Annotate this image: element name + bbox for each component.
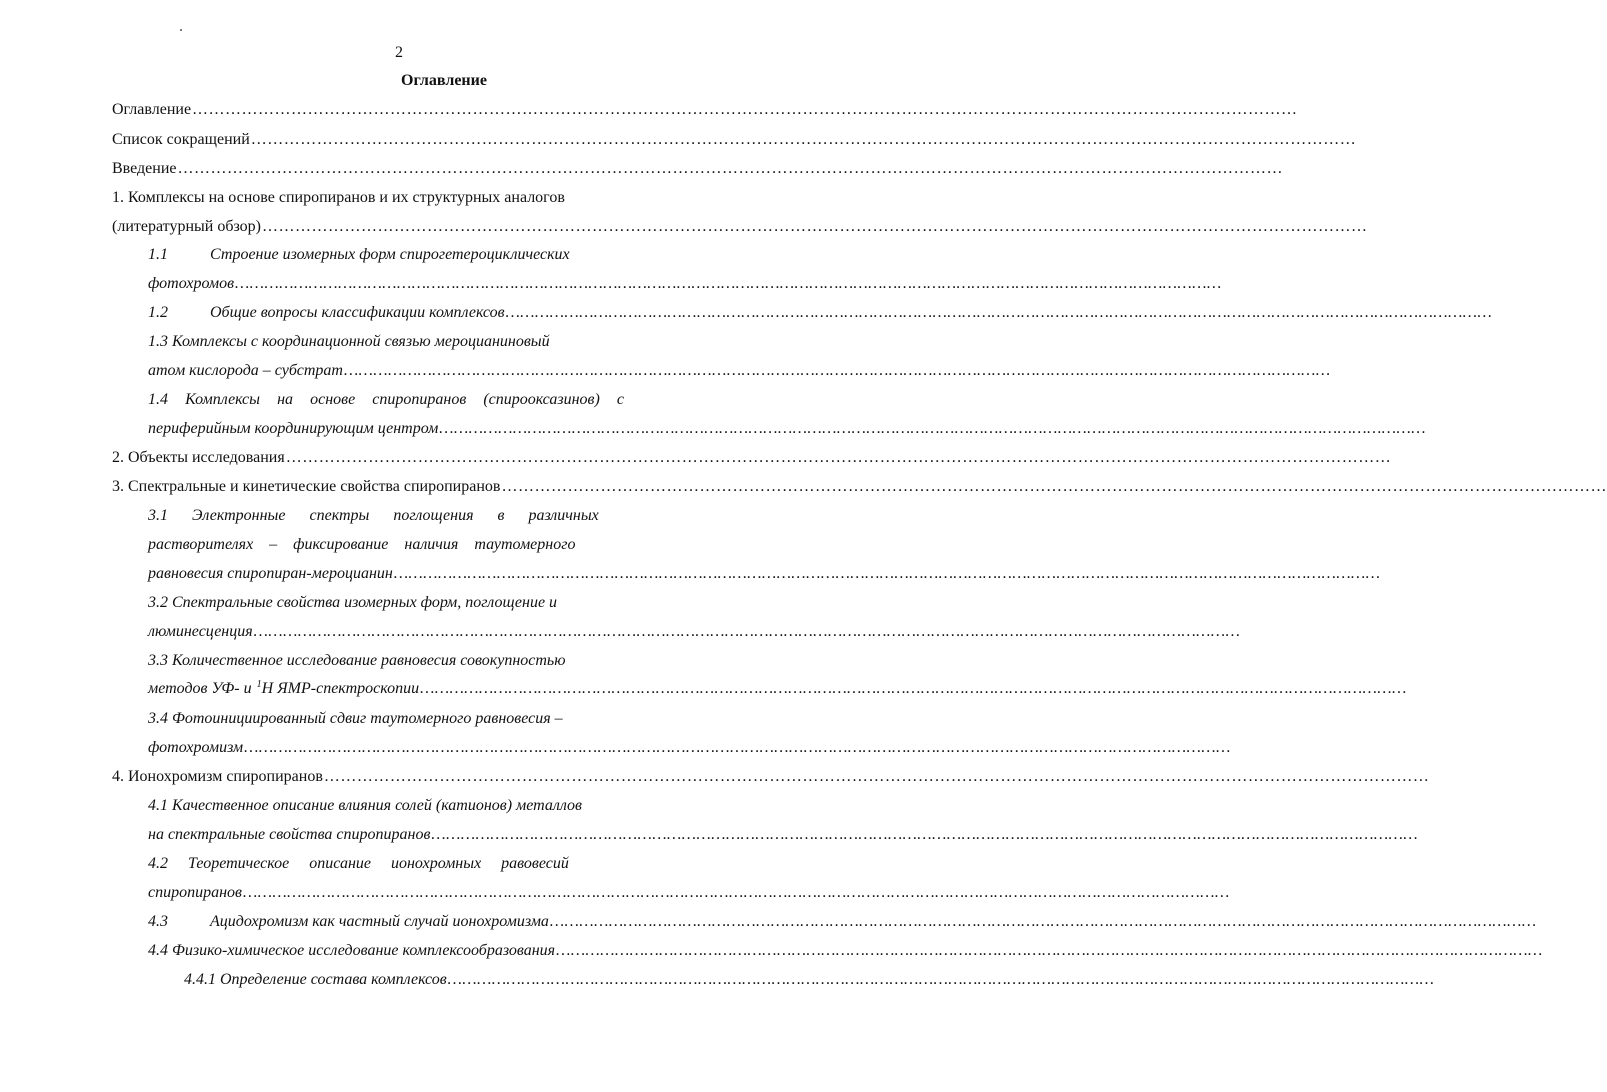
toc-entry-contents[interactable]: Оглавление…………………………………………………………………………………………………………………………………………………………………………………: [112, 101, 1298, 118]
scan-speck: [180, 29, 182, 31]
toc-entry-3-4[interactable]: 3.4 Фотоинициированный сдвиг таутомерного равновесия –: [148, 710, 563, 727]
toc-entry-chapter-3[interactable]: 3. Спектральные и кинетические свойства спиропиранов…………………………………………………………………………………………………………………………………………………………………………………: [112, 478, 1607, 495]
toc-entry-abbreviations[interactable]: Список сокращений…………………………………………………………………………………………………………………………………………………………………………………: [112, 131, 1357, 148]
toc-entry-3-3-cont[interactable]: методов УФ- и $^1$Н ЯМР-спектроскопии…………………………………………………………………………………………………………………………………………………………………………………: [148, 679, 1407, 697]
toc-entry-3-1[interactable]: 3.1 Электронные спектры поглощения в различных: [148, 507, 599, 524]
page-number: 2: [395, 44, 403, 61]
toc-entry-1-2[interactable]: 1.2 Общие вопросы классификации комплексов…………………………………………………………………………………………………………………………………………………………………………………: [148, 304, 1493, 321]
toc-entry-3-2[interactable]: 3.2 Спектральные свойства изомерных форм, поглощение и: [148, 594, 558, 611]
toc-entry-4-4[interactable]: 4.4 Физико-химическое исследование комплексообразования…………………………………………………………………………………………………………………………………………………………………………………: [148, 942, 1543, 959]
toc-heading: Оглавление: [401, 72, 487, 89]
toc-entry-chapter-1-subtitle[interactable]: (литературный обзор)…………………………………………………………………………………………………………………………………………………………………………………: [112, 218, 1368, 235]
toc-entry-4-1-cont[interactable]: на спектральные свойства спиропиранов…………………………………………………………………………………………………………………………………………………………………………………: [148, 826, 1419, 843]
toc-entry-1-3-cont[interactable]: атом кислорода – субстрат…………………………………………………………………………………………………………………………………………………………………………………: [148, 362, 1331, 379]
toc-entry-1-4-cont[interactable]: периферийным координирующим центром…………………………………………………………………………………………………………………………………………………………………………………: [148, 420, 1426, 437]
toc-entry-3-4-cont[interactable]: фотохромизм…………………………………………………………………………………………………………………………………………………………………………………: [148, 739, 1231, 756]
toc-entry-3-1-cont[interactable]: растворителях – фиксирование наличия таутомерного: [148, 536, 576, 553]
toc-entry-1-1-cont[interactable]: фотохромов…………………………………………………………………………………………………………………………………………………………………………………: [148, 275, 1222, 292]
toc-entry-1-3[interactable]: 1.3 Комплексы с координационной связью мероцианиновый: [148, 333, 550, 350]
toc-entry-3-1-cont2[interactable]: равновесия спиропиран-мероцианин…………………………………………………………………………………………………………………………………………………………………………………: [148, 565, 1381, 582]
toc-entry-4-1[interactable]: 4.1 Качественное описание влияния солей (катионов) металлов: [148, 797, 582, 814]
toc-entry-4-3[interactable]: 4.3 Ацидохромизм как частный случай ионохромизма…………………………………………………………………………………………………………………………………………………………………………………: [148, 913, 1537, 930]
toc-entry-1-1[interactable]: 1.1 Строение изомерных форм спирогетероциклических: [148, 246, 570, 263]
toc-entry-chapter-4[interactable]: 4. Ионохромизм спиропиранов…………………………………………………………………………………………………………………………………………………………………………………: [112, 768, 1430, 785]
toc-entry-chapter-1-title[interactable]: 1. Комплексы на основе спиропиранов и их структурных аналогов: [112, 189, 565, 206]
toc-entry-4-2-cont[interactable]: спиропиранов…………………………………………………………………………………………………………………………………………………………………………………: [148, 884, 1230, 901]
toc-entry-3-2-cont[interactable]: люминесценция…………………………………………………………………………………………………………………………………………………………………………………: [148, 623, 1241, 640]
toc-entry-4-4-1[interactable]: 4.4.1 Определение состава комплексов…………………………………………………………………………………………………………………………………………………………………………………: [184, 971, 1435, 988]
toc-entry-3-3[interactable]: 3.3 Количественное исследование равновесия совокупностью: [148, 652, 566, 669]
toc-entry-chapter-2[interactable]: 2. Объекты исследования…………………………………………………………………………………………………………………………………………………………………………………: [112, 449, 1392, 466]
toc-entry-introduction[interactable]: Введение…………………………………………………………………………………………………………………………………………………………………………………: [112, 160, 1283, 177]
toc-entry-1-4[interactable]: 1.4 Комплексы на основе спиропиранов (спирооксазинов) с: [148, 391, 624, 408]
toc-entry-4-2[interactable]: 4.2 Теоретическое описание ионохромных равовесий: [148, 855, 569, 872]
